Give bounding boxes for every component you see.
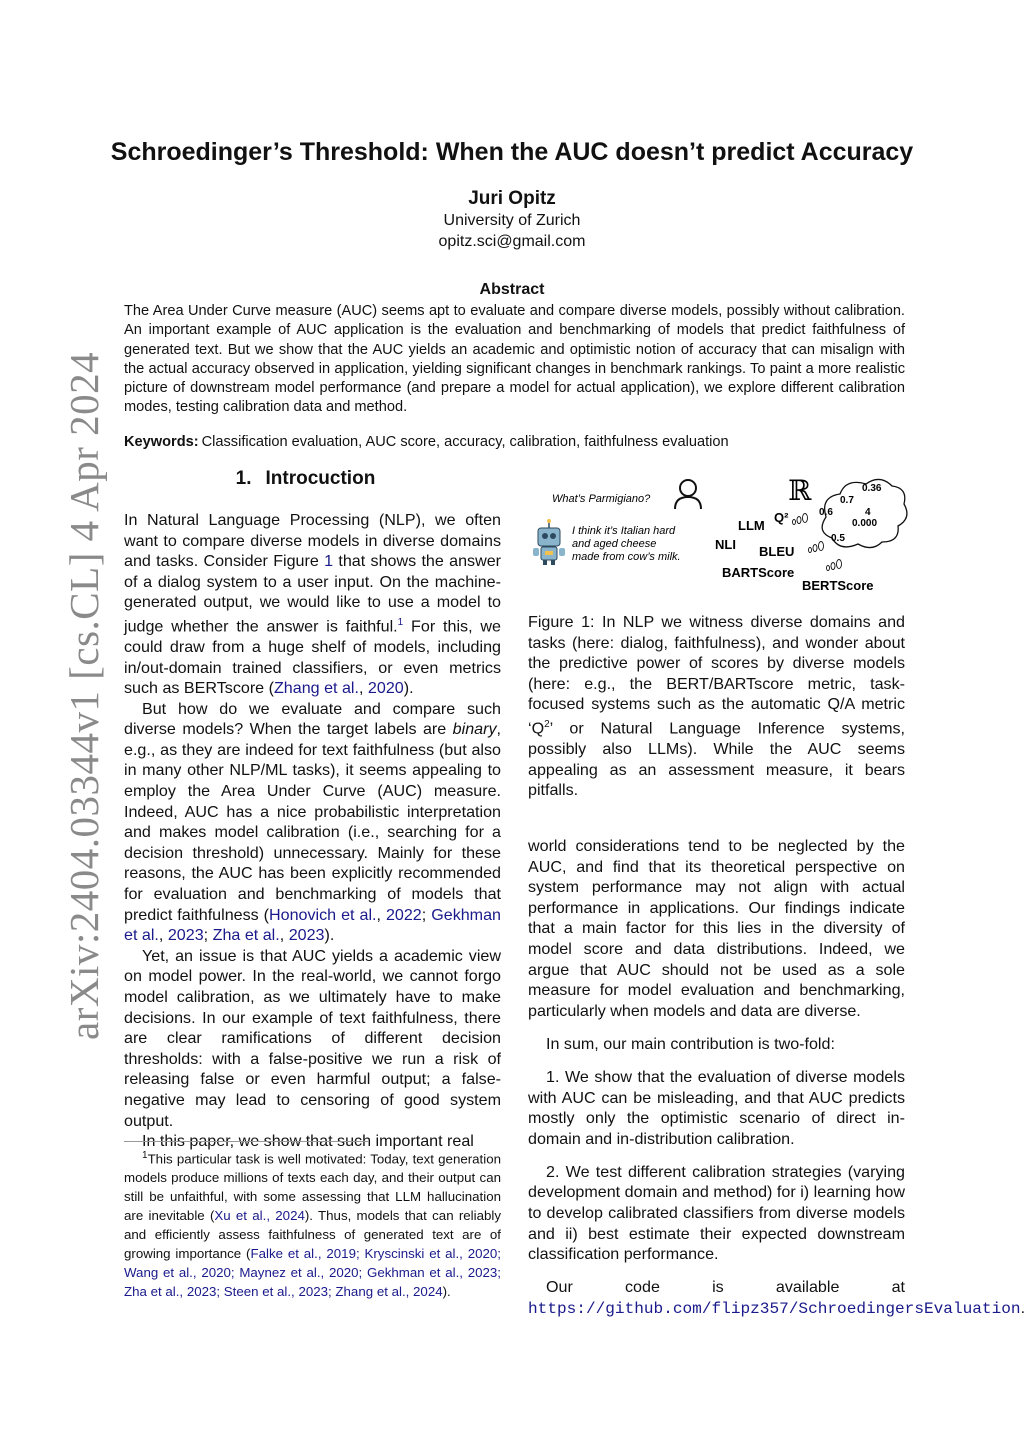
paragraph: In sum, our main contribution is two-fold:	[546, 1034, 835, 1053]
citation-link[interactable]: Zhang et al.	[273, 679, 359, 698]
contribution-item: 1. We show that the evaluation of diverse models with AUC can be misleading, and that AUC predicts mostly only the optimistic scenario of direct in-domain and in-distribution calibration.	[528, 1067, 905, 1148]
citation-link[interactable]: Gekhman et al.	[124, 905, 501, 945]
text-span: ,	[279, 926, 289, 945]
figure-1	[528, 472, 908, 607]
system-answer-line: I think it’s Italian hard	[572, 525, 676, 537]
author-name: Juri Opitz	[468, 188, 556, 209]
section-heading	[124, 468, 501, 490]
text-span: ’ or Natural Language Inference systems, possibly also LLMs). While the AUC seems appealing as an assessment measure, it bears pitfalls.	[528, 719, 905, 800]
emphasis: binary	[452, 720, 497, 739]
text-span: ).	[442, 1284, 451, 1300]
text-span: that shows the answer of a dialog system to a user input. On the machine-generated output, we would like to use a model to judge whether the answer is faithful.	[124, 552, 501, 636]
metric-label-llm: LLM	[738, 518, 765, 533]
text-span: ,	[158, 926, 168, 945]
text-span: ;	[421, 905, 432, 924]
citation-link[interactable]: 2023	[288, 926, 325, 945]
text-span: ).	[324, 926, 335, 945]
robot-icon	[533, 519, 565, 565]
citation-link[interactable]: Zha et al.	[212, 926, 280, 945]
figure-ref-link[interactable]: 1	[324, 552, 334, 571]
citation-link[interactable]: 2022	[385, 905, 422, 924]
metric-label-bertscore: BERTScore	[802, 578, 874, 593]
text-span: ). Thus, models that can reliably and efficiently assess faithfulness of generated text are of growing importance (	[124, 1208, 501, 1262]
citation-link[interactable]: Honovich et al.	[269, 905, 377, 924]
keywords-text: Classification evaluation, AUC score, accuracy, calibration, faithfulness evaluation	[201, 434, 729, 450]
figure-caption	[528, 612, 905, 801]
citation-link[interactable]: 2023	[167, 926, 204, 945]
metric-label-bartscore: BARTScore	[722, 565, 795, 580]
keywords-label: Keywords:	[124, 434, 199, 450]
text-span: ).	[403, 679, 414, 698]
paragraph: In this paper, we show that such important real	[142, 1132, 474, 1151]
footnote-text	[124, 1146, 501, 1301]
footnote	[124, 1146, 501, 1301]
text-span: Our code is available at	[546, 1278, 905, 1297]
paragraph	[528, 1277, 1025, 1319]
system-answer-line: made from cow’s milk.	[572, 551, 681, 563]
abstract-heading: Abstract	[479, 281, 545, 298]
real-numbers-symbol: ℝ	[788, 474, 812, 507]
metric-label-nli: NLI	[715, 537, 736, 552]
footnote-number: 1	[142, 1150, 148, 1161]
citation-link[interactable]: Xu et al., 2024	[214, 1208, 305, 1224]
superscript: 2	[544, 718, 550, 730]
right-column	[528, 836, 1025, 1332]
footnote-mark[interactable]: 1	[397, 616, 404, 628]
text-span: This particular task is well motivated: Today, text generation models produce millions of texts each day, and their output can still be unfaithful, with some assessing that LLM hallucination are inevitable (	[124, 1151, 501, 1224]
paragraph: world considerations tend to be neglected by the AUC, and find that its theoretical perspective on system performance may not align with actual performance in applications. Our findings indicate that a main factor for this lies in the diversity of model score and data distributions. Indeed, we argue that AUC should not be used as a sole measure for model evaluation and benchmarking, particularly when models and data are diverse.	[528, 837, 905, 1020]
text-span: .	[1020, 1298, 1025, 1317]
keywords	[124, 434, 905, 450]
paragraph	[124, 510, 501, 699]
text-span: But how do we evaluate and compare such diverse models? When the target labels are	[124, 699, 501, 739]
abstract-text: The Area Under Curve measure (AUC) seems apt to evaluate and compare diverse models, possibly without calibration. An important example of AUC application is the evaluation and benchmarking of models that predict faithfulness of generated text. But we show that the AUC yields an academic and optimistic notion of accuracy that can misalign with the actual accuracy observed in application, yielding significant changes in benchmark rankings. To paint a more realistic picture of downstream model performance (and prepare a model for actual application), we explore different calibration modes, testing calibration data and method.	[124, 303, 905, 416]
metric-label-q2: Q²	[774, 510, 789, 525]
score-value: 0.7	[840, 495, 854, 506]
text-span: ;	[203, 926, 213, 945]
text-span: In Natural Language Processing (NLP), we often want to compare diverse models in diverse domains and tasks. Consider Figure	[124, 511, 501, 571]
paragraph	[124, 699, 501, 946]
paper-title: Schroedinger’s Threshold: When the AUC doesn’t predict Accuracy	[110, 138, 914, 166]
score-value: 0.6	[819, 507, 833, 518]
footnote-divider	[124, 1141, 368, 1142]
citation-link[interactable]: 2020	[367, 679, 404, 698]
left-column	[124, 510, 501, 1152]
system-answer-line: and aged cheese	[572, 538, 657, 550]
metric-label-bleu: BLEU	[759, 544, 795, 559]
text-span: In NLP we witness diverse domains and tasks (here: dialog, faithfulness), and wonder about the predictive power of scores by diverse models (here: e.g., the BERT/BARTscore metric, task-focused systems such as the automatic Q/A metric ‘Q	[528, 613, 905, 738]
user-icon	[675, 480, 701, 509]
score-value: 0.5	[831, 533, 845, 544]
caption-label: Figure 1:	[528, 613, 595, 631]
score-value: 0.000	[852, 518, 878, 529]
user-question: What’s Parmigiano?	[552, 493, 651, 505]
text-span: For this, we could draw from a huge shelf of models, including in/out-domain trained classifiers, or even metrics such as BERTscore (	[124, 617, 501, 698]
author-affiliation: University of Zurich	[443, 212, 581, 229]
citation-link[interactable]: Falke et al., 2019; Kryscinski et al., 2020; Wang et al., 2020; Maynez et al., 2020; Gekhman et al., 2023; Zha et al., 2023; Steen et al., 2023; Zhang et al., 2024	[124, 1246, 501, 1300]
paragraph: Yet, an issue is that AUC yields a academic view on model power. In the real-world, we cannot forgo model calibration, as we ultimately have to make decisions. In our example of text faithfulness, there are clear ramifications of different decision thresholds: with a false-positive we run a risk of releasing false or even harmful output; a false-negative may lead to censoring of good system output.	[124, 946, 501, 1130]
text-span: , e.g., as they are indeed for text faithfulness (but also in many other NLP/ML tasks), it seems appealing to employ the Area Under Curve (AUC) measure. Indeed, AUC has a nice probabilistic interpretation and makes model calibration (i.e., searching for a decision threshold) unnecessary. Mainly for these reasons, the AUC has been explicitly recommended for evaluation and benchmarking of models that predict faithfulness (	[124, 720, 501, 924]
section-number: 1.	[235, 468, 252, 489]
author-email[interactable]: opitz.sci@gmail.com	[438, 233, 586, 250]
arxiv-identifier: arXiv:2404.03344v1 [cs.CL] 4 Apr 2024	[61, 351, 107, 1040]
text-span: ,	[358, 679, 368, 698]
score-value: 4	[865, 507, 871, 518]
contribution-item: 2. We test different calibration strategies (varying development domain and method) for i) learning how to develop calibrated classifiers from diverse models and ii) best estimate their expected downstream classification performance.	[528, 1162, 905, 1264]
section-title: Introcuction	[265, 468, 376, 489]
score-value: 0.36	[862, 483, 882, 494]
text-span: ,	[376, 905, 386, 924]
code-url-link[interactable]: https://github.com/flipz357/SchroedingersEvaluation	[528, 1299, 1021, 1318]
